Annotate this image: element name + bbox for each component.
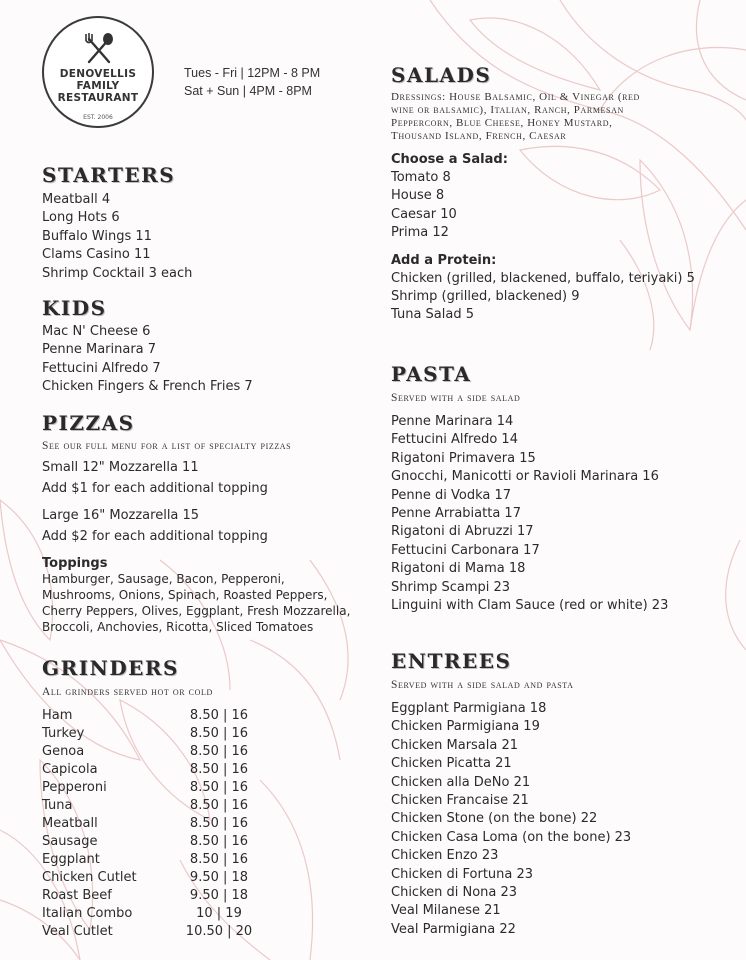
pasta-list	[391, 413, 668, 615]
list-item: Clams Casino 11	[42, 247, 151, 263]
list-item: Tuna Salad 5	[391, 307, 474, 323]
kids-heading: KIDS	[42, 296, 107, 320]
pizzas-heading: PIZZAS	[42, 411, 135, 435]
list-item: Chicken Parmigiana 19	[391, 719, 540, 735]
list-item: Rigatoni di Mama 18	[391, 561, 526, 577]
entrees-section	[391, 649, 631, 939]
list-item: Chicken Stone (on the bone) 22	[391, 811, 598, 827]
list-item: Shrimp Cocktail 3 each	[42, 265, 193, 281]
item-price: 8.50 | 16	[189, 726, 249, 741]
entrees-heading: ENTREES	[391, 649, 512, 673]
list-item: Caesar 10	[391, 206, 457, 222]
list-item: Chicken Marsala 21	[391, 737, 519, 753]
list-item	[42, 815, 256, 833]
list-item: Fettucini Alfredo 14	[391, 432, 518, 448]
starters-heading: STARTERS	[42, 163, 176, 187]
item-name: Meatball	[42, 816, 98, 831]
item-price: 10.50 | 20	[185, 924, 253, 939]
item-price: 9.50 | 18	[189, 888, 249, 903]
grinders-note: All grinders served hot or cold	[42, 686, 213, 698]
starters-list	[42, 191, 192, 283]
item-name: Ham	[42, 708, 73, 723]
item-price: 8.50 | 16	[189, 816, 249, 831]
list-item: Chicken Picatta 21	[391, 756, 512, 772]
salads-heading: SALADS	[391, 63, 492, 87]
item-name: Tuna	[42, 798, 73, 813]
item-name: Chicken Cutlet	[42, 870, 137, 885]
list-item	[42, 725, 256, 743]
list-item: Penne Arrabiatta 17	[391, 506, 521, 522]
item-price: 8.50 | 16	[189, 708, 249, 723]
item-name: Veal Cutlet	[42, 924, 113, 939]
list-item	[42, 833, 256, 851]
grinders-heading: GRINDERS	[42, 656, 179, 680]
list-item: Fettucini Alfredo 7	[42, 360, 161, 376]
item-name: Genoa	[42, 744, 85, 759]
list-item: Prima 12	[391, 225, 449, 241]
salad-list	[391, 169, 736, 243]
list-item	[42, 851, 256, 869]
item-name: Roast Beef	[42, 888, 112, 903]
item-price: 9.50 | 18	[189, 870, 249, 885]
item-name: Turkey	[42, 726, 85, 741]
item-price: 8.50 | 16	[189, 852, 249, 867]
list-item: Chicken Casa Loma (on the bone) 23	[391, 829, 632, 845]
list-item	[42, 869, 256, 887]
item-price: 8.50 | 16	[189, 780, 249, 795]
list-item: Chicken (grilled, blackened, buffalo, teriyaki) 5	[391, 270, 695, 286]
logo-established: EST. 2006	[83, 114, 113, 121]
list-item: Penne Marinara 14	[391, 414, 514, 429]
entrees-list	[391, 700, 631, 939]
list-item: Gnocchi, Manicotti or Ravioli Marinara 16	[391, 469, 659, 485]
toppings-list: Hamburger, Sausage, Bacon, Pepperoni, Mushrooms, Onions, Spinach, Roasted Peppers, Cherry Peppers, Olives, Eggplant, Fresh Mozzarella, Broccoli, Anchovies, Ricotta, Sliced Tomatoes	[42, 571, 351, 634]
list-item	[42, 905, 256, 923]
pasta-section	[391, 362, 668, 615]
pizza-large-topping-note: Add $2 for each additional topping	[42, 529, 268, 545]
pizza-small: Small 12" Mozzarella 11	[42, 460, 199, 475]
list-item: Chicken alla DeNo 21	[391, 774, 531, 790]
add-protein-heading: Add a Protein:	[391, 252, 497, 268]
starters-section	[42, 163, 192, 283]
list-item	[42, 797, 256, 815]
list-item: Penne di Vodka 17	[391, 487, 512, 503]
list-item	[42, 887, 256, 905]
list-item: Linguini with Clam Sauce (red or white) 23	[391, 598, 669, 614]
list-item: Chicken di Nona 23	[391, 885, 518, 901]
item-price: 8.50 | 16	[189, 798, 249, 813]
list-item: Shrimp (grilled, blackened) 9	[391, 289, 580, 305]
kids-section	[42, 296, 253, 397]
list-item: Meatball 4	[42, 192, 111, 207]
list-item: House 8	[391, 188, 445, 204]
item-name: Eggplant	[42, 852, 100, 867]
item-price: 10 | 19	[196, 906, 242, 921]
opening-hours	[184, 64, 320, 100]
grinders-list	[42, 707, 256, 941]
toppings-heading: Toppings	[42, 555, 108, 571]
item-name: Italian Combo	[42, 906, 133, 921]
restaurant-logo	[42, 16, 154, 128]
salads-section	[391, 63, 736, 325]
hours-weekday: Tues - Fri | 12PM - 8 PM	[184, 66, 321, 80]
item-name: Pepperoni	[42, 780, 107, 795]
list-item: Long Hots 6	[42, 210, 120, 226]
list-item	[42, 779, 256, 797]
list-item	[42, 707, 256, 725]
item-name: Sausage	[42, 834, 98, 849]
pasta-note: Served with a side salad	[391, 392, 521, 404]
list-item: Shrimp Scampi 23	[391, 579, 511, 595]
item-price: 8.50 | 16	[189, 744, 249, 759]
list-item: Penne Marinara 7	[42, 342, 157, 358]
pizzas-section	[42, 411, 350, 635]
list-item: Chicken Fingers & French Fries 7	[42, 379, 253, 395]
item-price: 8.50 | 16	[189, 762, 249, 777]
list-item	[42, 761, 256, 779]
list-item: Veal Parmigiana 22	[391, 921, 516, 937]
pasta-heading: PASTA	[391, 362, 472, 386]
list-item: Chicken Enzo 23	[391, 848, 499, 864]
hours-weekend: Sat + Sun | 4PM - 8PM	[184, 84, 312, 98]
grinders-section	[42, 656, 213, 699]
list-item: Chicken Francaise 21	[391, 793, 529, 809]
list-item: Rigatoni di Abruzzi 17	[391, 524, 534, 540]
entrees-note: Served with a side salad and pasta	[391, 679, 574, 691]
list-item: Rigatoni Primavera 15	[391, 450, 536, 466]
list-item: Veal Milanese 21	[391, 903, 501, 919]
list-item: Mac N' Cheese 6	[42, 324, 151, 339]
choose-salad-heading: Choose a Salad:	[391, 152, 508, 167]
protein-list	[391, 270, 736, 325]
list-item: Eggplant Parmigiana 18	[391, 701, 547, 716]
pizzas-note: See our full menu for a list of specialty pizzas	[42, 440, 292, 452]
kids-list	[42, 323, 253, 397]
list-item: Tomato 8	[391, 170, 451, 185]
pizza-small-topping-note: Add $1 for each additional topping	[42, 481, 268, 497]
pizza-large: Large 16" Mozzarella 15	[42, 507, 200, 523]
item-price: 8.50 | 16	[189, 834, 249, 849]
list-item: Buffalo Wings 11	[42, 228, 152, 244]
item-name: Capicola	[42, 762, 98, 777]
crossed-fork-spoon-icon	[82, 32, 116, 66]
salad-dressings: Dressings: House Balsamic, Oil & Vinegar (red wine or balsamic), Italian, Ranch, Parmesan Peppercorn, Blue Cheese, Honey Mustard, Thousand Island, French, Caesar	[391, 91, 640, 142]
list-item	[42, 743, 256, 761]
logo-name: DENOVELLIS FAMILY RESTAURANT	[57, 68, 139, 104]
list-item: Chicken di Fortuna 23	[391, 866, 534, 882]
list-item	[42, 923, 256, 941]
list-item: Fettucini Carbonara 17	[391, 542, 540, 558]
